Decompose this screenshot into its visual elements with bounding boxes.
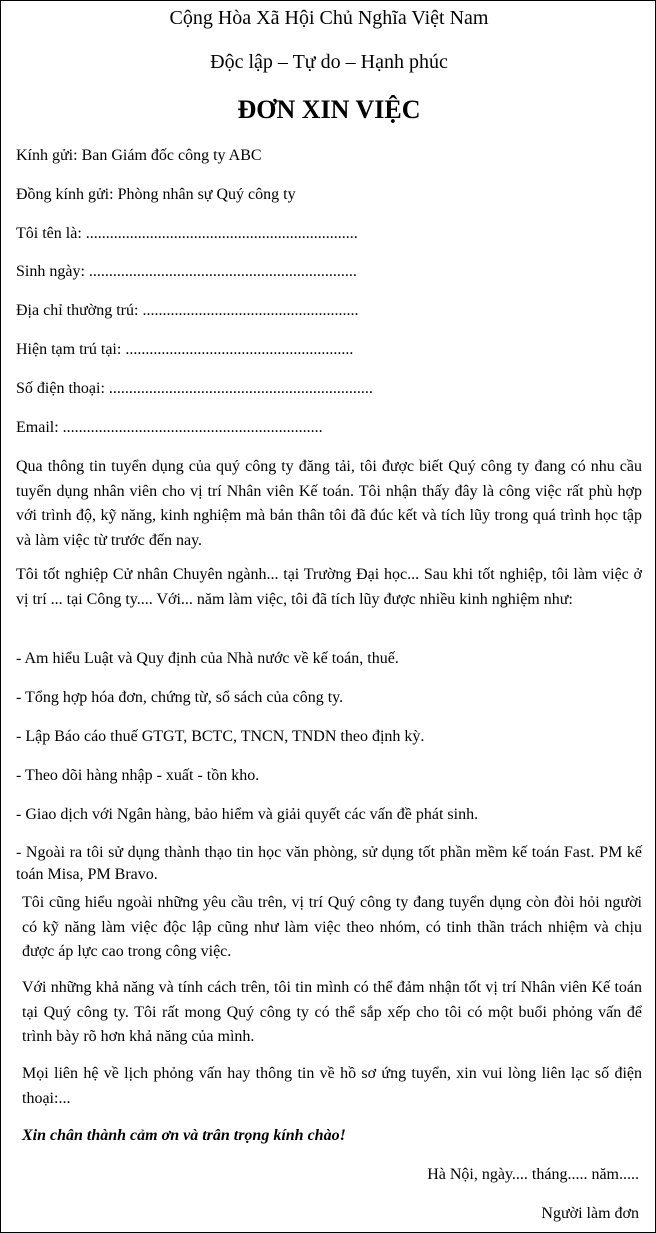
document-title: ĐƠN XIN VIỆC (237, 95, 421, 124)
skill-item: - Lập Báo cáo thuế GTGT, BCTC, TNCN, TNDN theo định kỳ. (16, 728, 425, 745)
cc-recipient-line: Đồng kính gửi: Phòng nhân sự Quý công ty (16, 186, 296, 203)
date-line: Hà Nội, ngày.... tháng..... năm..... (427, 1166, 639, 1183)
education-paragraph: Tôi tốt nghiệp Cử nhân Chuyên ngành... tại Trường Đại học... Sau khi tốt nghiệp, tôi làm việc ở vị trí ... tại Công ty.... Với... năm làm việc, tôi đã tích lũy được nhiều kinh nghiệm như: (16, 566, 642, 608)
skill-item: - Am hiểu Luật và Quy định của Nhà nước về kế toán, thuế. (16, 650, 399, 667)
national-motto: Độc lập – Tự do – Hạnh phúc (210, 51, 448, 73)
field-blank: ................................................................. (62, 419, 323, 436)
field-name (16, 222, 358, 245)
skill-item: - Ngoài ra tôi sử dụng thành thạo tin học văn phòng, sử dụng tốt phần mềm kế toán Fast. PM kế toán Misa, PM Bravo. (16, 844, 642, 883)
intro-paragraph: Qua thông tin tuyển dụng của quý công ty đăng tải, tôi được biết Quý công ty đang có nhu cầu tuyển dụng nhân viên cho vị trí Nhân viên Kế toán. Tôi nhận thấy đây là công việc rất phù hợp với trình độ, kỹ năng, kinh nghiệm mà bản thân tôi đã đúc kết và tích lũy trong quá trình học tập và làm việc từ trước đến nay. (16, 458, 642, 549)
skill-item: - Tổng hợp hóa đơn, chứng từ, sổ sách của công ty. (16, 689, 344, 706)
field-blank: .................................................................... (85, 225, 358, 242)
request-paragraph: Với những khả năng và tính cách trên, tôi tin mình có thể đảm nhận tốt vị trí Nhân viên Kế toán tại Quý công ty. Tôi rất mong Quý công ty có thể sắp xếp cho tôi có một buổi phỏng vấn để trình bày rõ hơn khả năng của mình. (22, 979, 642, 1045)
national-name: Cộng Hòa Xã Hội Chủ Nghĩa Việt Nam (169, 7, 489, 29)
field-label: Sinh ngày: (16, 263, 85, 280)
signer-label: Người làm đơn (541, 1205, 639, 1222)
skill-item: - Theo dõi hàng nhập - xuất - tồn kho. (16, 767, 260, 784)
field-blank: ................................................................... (88, 263, 357, 280)
field-blank: .................................................................. (108, 380, 373, 397)
field-blank: ...................................................... (142, 302, 359, 319)
closing-greeting: Xin chân thành cảm ơn và trân trọng kính chào! (22, 1127, 346, 1144)
field-label: Địa chỉ thường trú: (16, 302, 139, 319)
field-temporary-address (16, 338, 353, 361)
skill-item: - Giao dịch với Ngân hàng, bảo hiểm và giải quyết các vấn đề phát sinh. (16, 806, 479, 823)
soft-skills-paragraph: Tôi cũng hiểu ngoài những yêu cầu trên, vị trí Quý công ty đang tuyển dụng còn đòi hỏi người có kỹ năng làm việc độc lập cũng như làm việc theo nhóm, có tinh thần trách nhiệm và chịu được áp lực cao trong công việc. (22, 894, 642, 960)
field-label: Hiện tạm trú tại: (16, 341, 122, 358)
field-birthdate (16, 260, 357, 283)
contact-paragraph: Mọi liên hệ về lịch phỏng vấn hay thông tin về hồ sơ ứng tuyển, xin vui lòng liên lạc số điện thoại:... (22, 1065, 642, 1107)
field-label: Email: (16, 419, 63, 436)
field-label: Tôi tên là: (16, 225, 82, 242)
field-blank: ......................................................... (125, 341, 354, 358)
field-phone (16, 377, 373, 400)
recipient-line: Kính gửi: Ban Giám đốc công ty ABC (16, 147, 262, 164)
field-label: Số điện thoại: (16, 380, 105, 397)
field-permanent-address (16, 299, 358, 322)
field-email (16, 416, 323, 439)
